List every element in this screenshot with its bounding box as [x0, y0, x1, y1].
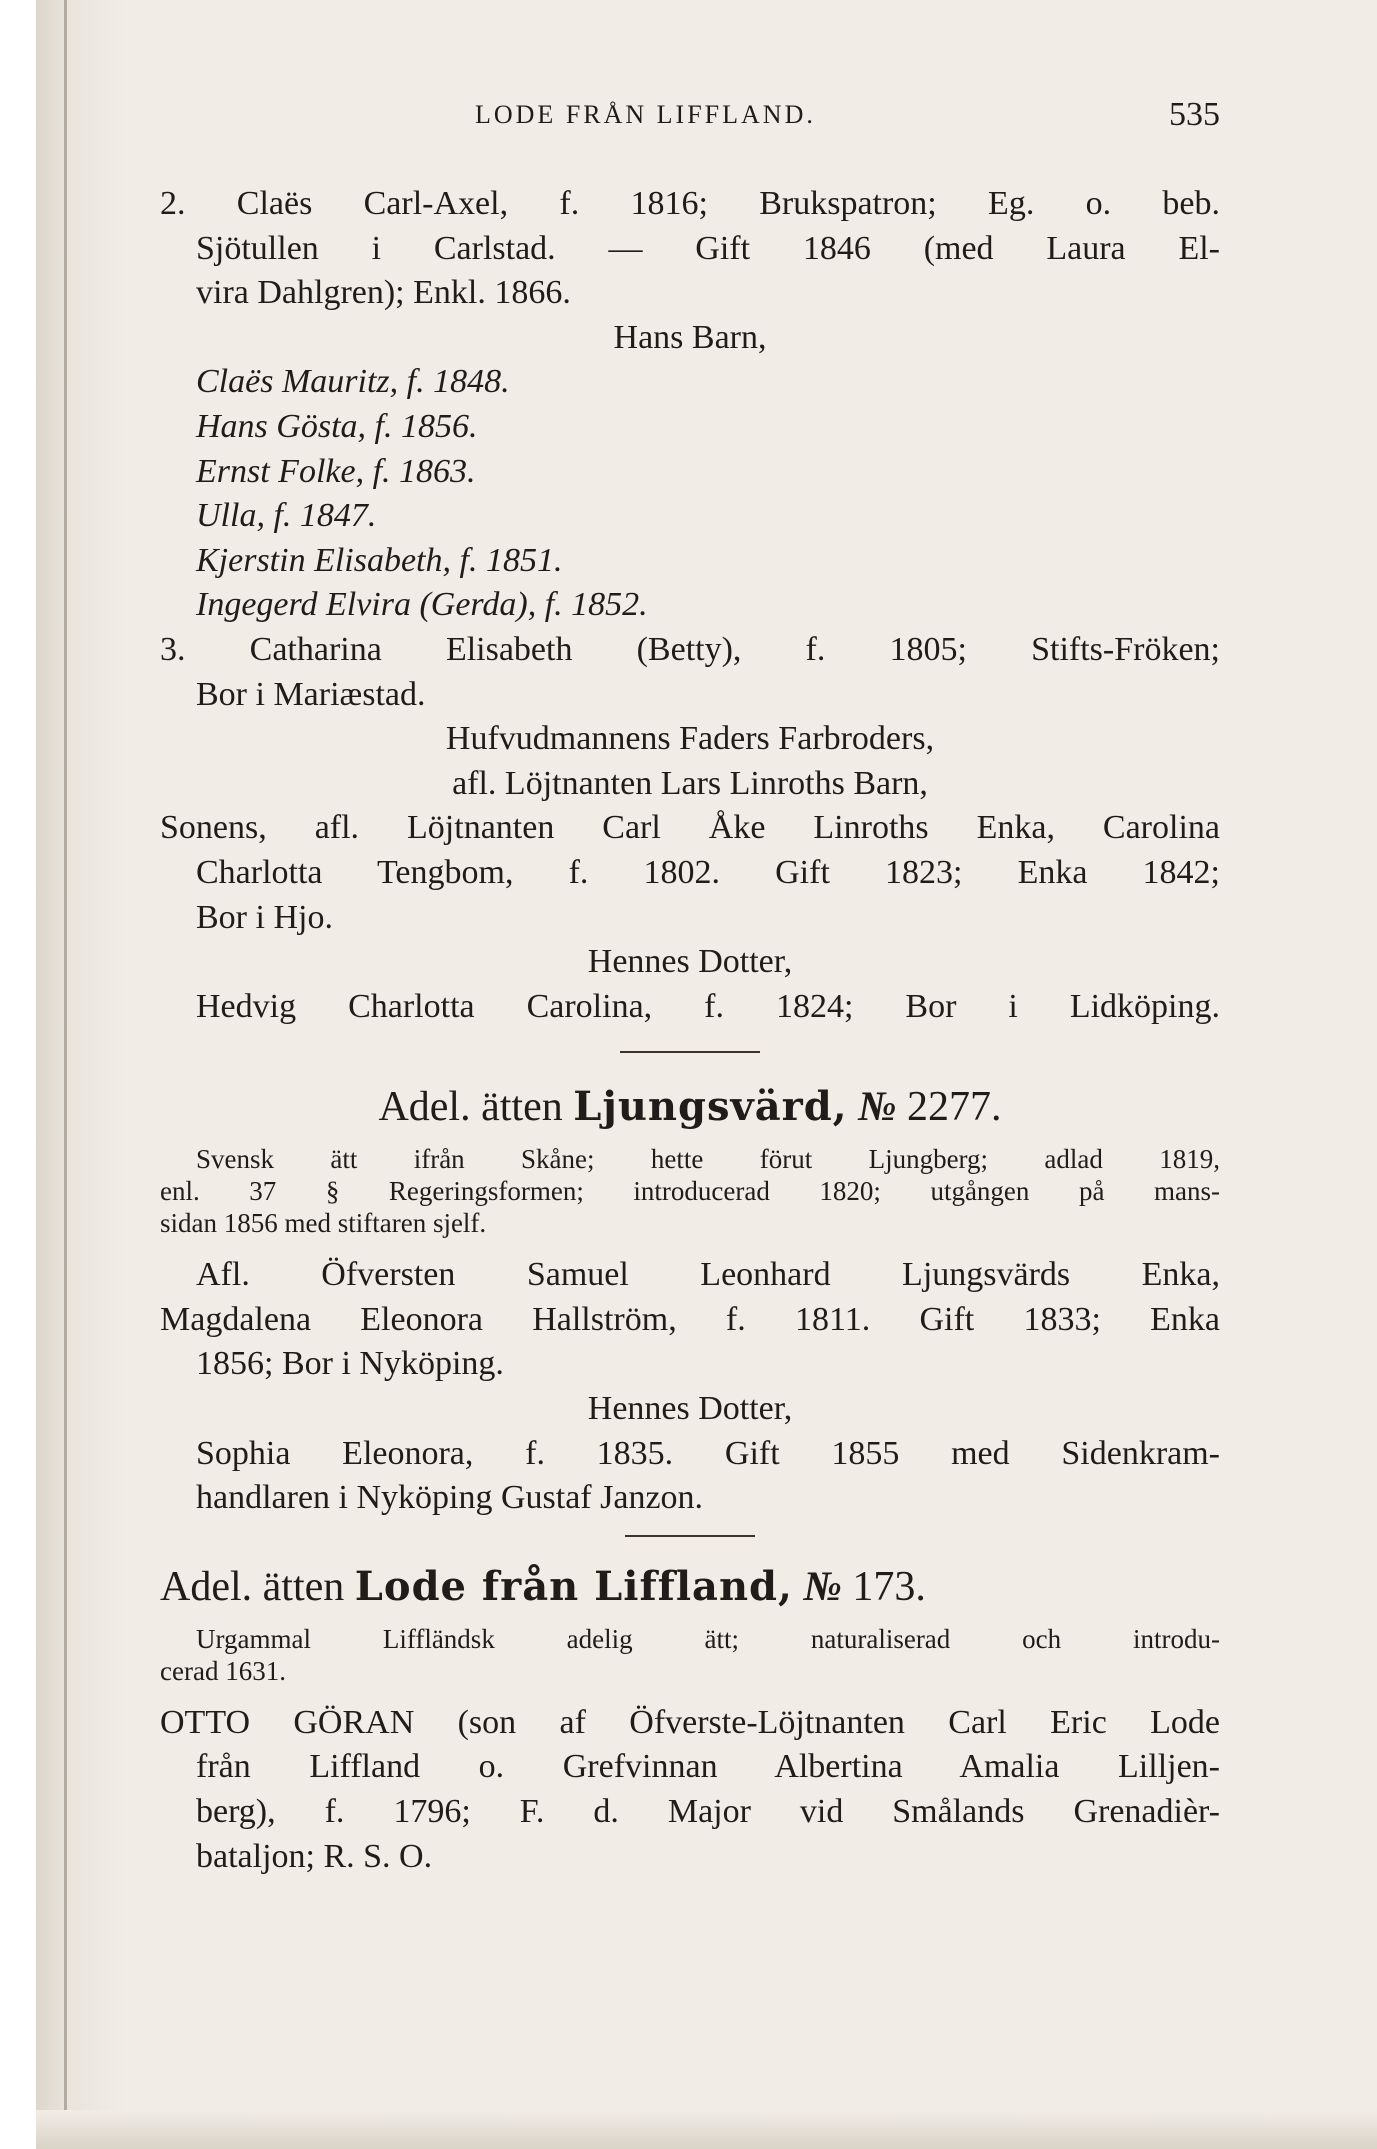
entry-line: Charlotta Tengbom, f. 1802. Gift 1823; Enka 1842;: [196, 853, 1220, 891]
family-note: enl. 37 § Regeringsformen; introducerad 1820; utgången på mans-: [160, 1176, 1220, 1207]
family-name: Ljungsvärd,: [573, 1083, 848, 1131]
entry-line: OTTO GÖRAN (son af Öfverste-Löjtnanten Carl Eric Lode: [160, 1703, 1220, 1741]
number-sign: №: [803, 1563, 842, 1610]
entry-line: 2. Claës Carl-Axel, f. 1816; Brukspatron; Eg. o. beb.: [160, 185, 1220, 222]
page-bottom-edge: [36, 2110, 1377, 2149]
entry-line: Bor i Hjo.: [196, 898, 333, 936]
genealogy-entries: [160, 182, 1220, 1879]
gutter-line: [64, 0, 67, 2149]
page-number: 535: [1169, 96, 1220, 133]
entry-line: Bor i Mariæstad.: [196, 675, 426, 713]
family-heading-ljungsvard: [160, 1079, 1220, 1135]
child-entry: Ingegerd Elvira (Gerda), f. 1852.: [196, 586, 648, 624]
family-prefix: Adel. ätten: [160, 1563, 345, 1610]
child-entry: Ernst Folke, f. 1863.: [196, 452, 476, 490]
running-head-title: LODE FRÅN LIFFLAND.: [475, 100, 816, 129]
entry-line: handlaren i Nyköping Gustaf Janzon.: [196, 1479, 704, 1517]
family-number: 2277.: [907, 1084, 1002, 1131]
entry-line: Afl. Öfversten Samuel Leonhard Ljungsvärds Enka,: [196, 1256, 1220, 1294]
entry-line: berg), f. 1796; F. d. Major vid Smålands Grenadièr-: [196, 1793, 1220, 1831]
entry-line: bataljon; R. S. O.: [196, 1837, 433, 1875]
entry-line: Sonens, afl. Löjtnanten Carl Åke Linroths Enka, Carolina: [160, 809, 1220, 847]
running-head: [160, 96, 1220, 136]
number-sign: №: [858, 1084, 897, 1131]
family-number: 173.: [852, 1563, 926, 1610]
entry-line: Sophia Eleonora, f. 1835. Gift 1855 med Sidenkram-: [196, 1434, 1220, 1472]
entry-line: Sjötullen i Carlstad. — Gift 1846 (med Laura El-: [196, 229, 1220, 267]
child-entry: Claës Mauritz, f. 1848.: [196, 363, 510, 401]
entry-line: från Liffland o. Grefvinnan Albertina Amalia Lilljen-: [196, 1748, 1220, 1786]
entry-line: Magdalena Eleonora Hallström, f. 1811. Gift 1833; Enka: [160, 1300, 1220, 1338]
child-entry: Hans Gösta, f. 1856.: [196, 407, 478, 445]
section-heading: Hufvudmannens Faders Farbroders,: [445, 720, 935, 758]
family-note: cerad 1631.: [160, 1655, 286, 1686]
entry-line: 1856; Bor i Nyköping.: [196, 1345, 504, 1383]
section-divider: [620, 1051, 760, 1053]
page-gutter: [36, 0, 126, 2149]
section-heading: Hennes Dotter,: [587, 943, 793, 981]
entry-line: vira Dahlgren); Enkl. 1866.: [196, 274, 571, 312]
family-note: sidan 1856 med stiftaren sjelf.: [160, 1208, 487, 1239]
family-prefix: Adel. ätten: [378, 1084, 563, 1131]
section-heading: Hans Barn,: [613, 318, 767, 356]
child-entry: Kjerstin Elisabeth, f. 1851.: [196, 541, 563, 579]
family-note: Svensk ätt ifrån Skåne; hette förut Ljungberg; adlad 1819,: [196, 1144, 1220, 1175]
entry-line: Hedvig Charlotta Carolina, f. 1824; Bor i Lidköping.: [196, 987, 1220, 1025]
entry-line: 3. Catharina Elisabeth (Betty), f. 1805; Stifts-Fröken;: [160, 630, 1220, 668]
section-heading: Hennes Dotter,: [587, 1390, 793, 1428]
section-heading: afl. Löjtnanten Lars Linroths Barn,: [452, 764, 928, 802]
family-heading-lode: [160, 1559, 1220, 1615]
section-divider: [625, 1535, 755, 1537]
child-entry: Ulla, f. 1847.: [196, 497, 377, 535]
family-name: Lode från Liffland,: [354, 1562, 793, 1610]
family-note: Urgammal Liffländsk adelig ätt; naturaliserad och introdu-: [196, 1623, 1220, 1654]
